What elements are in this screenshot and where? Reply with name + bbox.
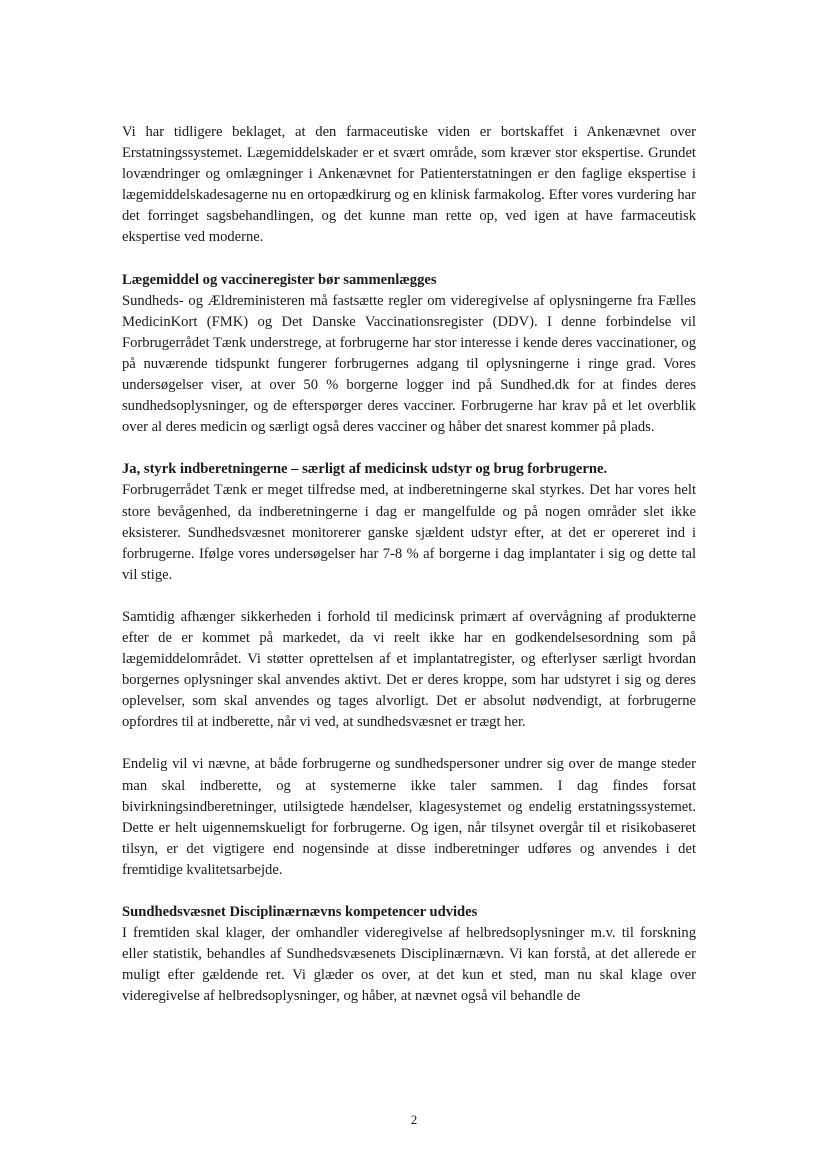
paragraph-reporting-systems: Endelig vil vi nævne, at både forbrugerne og sundhedspersoner undrer sig over de mange steder man skal indberette, og at systemerne ikke taler sammen. I dag findes forsat bivirkningsindberetninger, utilsigtede hændelser, klagesystemet og endelig erstatningssystemet. Dette er helt uigennemskueligt for forbrugerne. Og igen, når tilsynet overgår til et risikobaseret tilsyn, er det vigtigere end nogensinde at disse indberetninger udføres og anvendes i det fremtidige kvalitetsarbejde. [122, 756, 696, 878]
paragraph-pharmaceutical-expertise: Vi har tidligere beklaget, at den farmaceutiske viden er bortskaffet i Ankenævnet over Erstatningssystemet. Lægemiddelskader er et svært område, som kræver stor ekspertise. Grundet lovændringer og omlægninger i Ankenævnet for Patienterstatningen er den faglige ekspertise i lægemiddelskadesagerne nu en ortopædkirurg og en klinisk farmakolog. Efter vores vurdering har det forringet sagsbehandlingen, og det kunne man rette op, ved igen at have farmaceutisk ekspertise ved moderne. [122, 124, 696, 246]
heading-reporting: Ja, styrk indberetningerne – særligt af medicinsk udstyr og brug forbrugerne. [122, 461, 608, 478]
page-body [122, 122, 696, 1007]
paragraph-reporting-strengthened: Forbrugerrådet Tænk er meget tilfredse med, at indberetningerne skal styrkes. Det har vores helt store bevågenhed, da indberetningerne i dag er mangelfulde og på nogen områder slet ikke eksisterer. Sundhedsvæsnet monitorerer ganske sjældent udstyr efter, at det er opereret ind i forbrugerne. Ifølge vores undersøgelser har 7-8 % af borgerne i dag implantater i sig og dette tal vil stige. [122, 482, 696, 583]
paragraph-fmk-ddv: Sundheds- og Ældreministeren må fastsætte regler om videregivelse af oplysningerne fra Fælles MedicinKort (FMK) og Det Danske Vaccinationsregister (DDV). I denne forbindelse vil Forbrugerrådet Tænk understrege, at forbrugerne har stor interesse i kende deres vaccinationer, og på nuværende tidspunkt fungerer forbrugernes adgang til oplysningerne i ringe grad. Vores undersøgelser viser, at over 50 % borgerne logger ind på Sundhed.dk for at findes deres sundhedsoplysninger, og de efterspørger deres vacciner. Forbrugerne har krav på et let overblik over al deres medicin og særligt også deres vacciner og håber det snarest kommer på plads. [122, 292, 696, 436]
page-number: 2 [410, 1112, 418, 1127]
paragraph-disciplinary-board: I fremtiden skal klager, der omhandler videregivelse af helbredsoplysninger m.v. til forskning eller statistik, behandles af Sundhedsvæsenets Disciplinærnævn. Vi kan forstå, at det allerede er muligt efter gældende ret. Vi glæder os over, at det kun et sted, man nu skal klage over videregivelse af helbredsoplysninger, og håber, at nævnet også vil behandle de [122, 925, 696, 1005]
paragraph-implant-register: Samtidig afhænger sikkerheden i forhold til medicinsk primært af overvågning af produkterne efter de er kommet på markedet, da vi reelt ikke har en godkendelsesordning som på lægemiddelområdet. Vi støtter oprettelsen af et implantatregister, og efterlyser særligt hvordan borgernes oplysninger skal anvendes aktivt. Det er deres kroppe, som har udstyret i sig og deres oplevelser, som skal anvendes og tages alvorligt. Det er absolut nødvendigt, at forbrugerne opfordres til at indberette, når vi ved, at sundhedsvæsnet er trægt her. [122, 608, 696, 731]
heading-registers: Lægemiddel og vaccineregister bør sammenlægges [122, 271, 437, 288]
heading-disciplinary-board: Sundhedsvæsnet Disciplinærnævns kompetencer udvides [122, 904, 478, 920]
